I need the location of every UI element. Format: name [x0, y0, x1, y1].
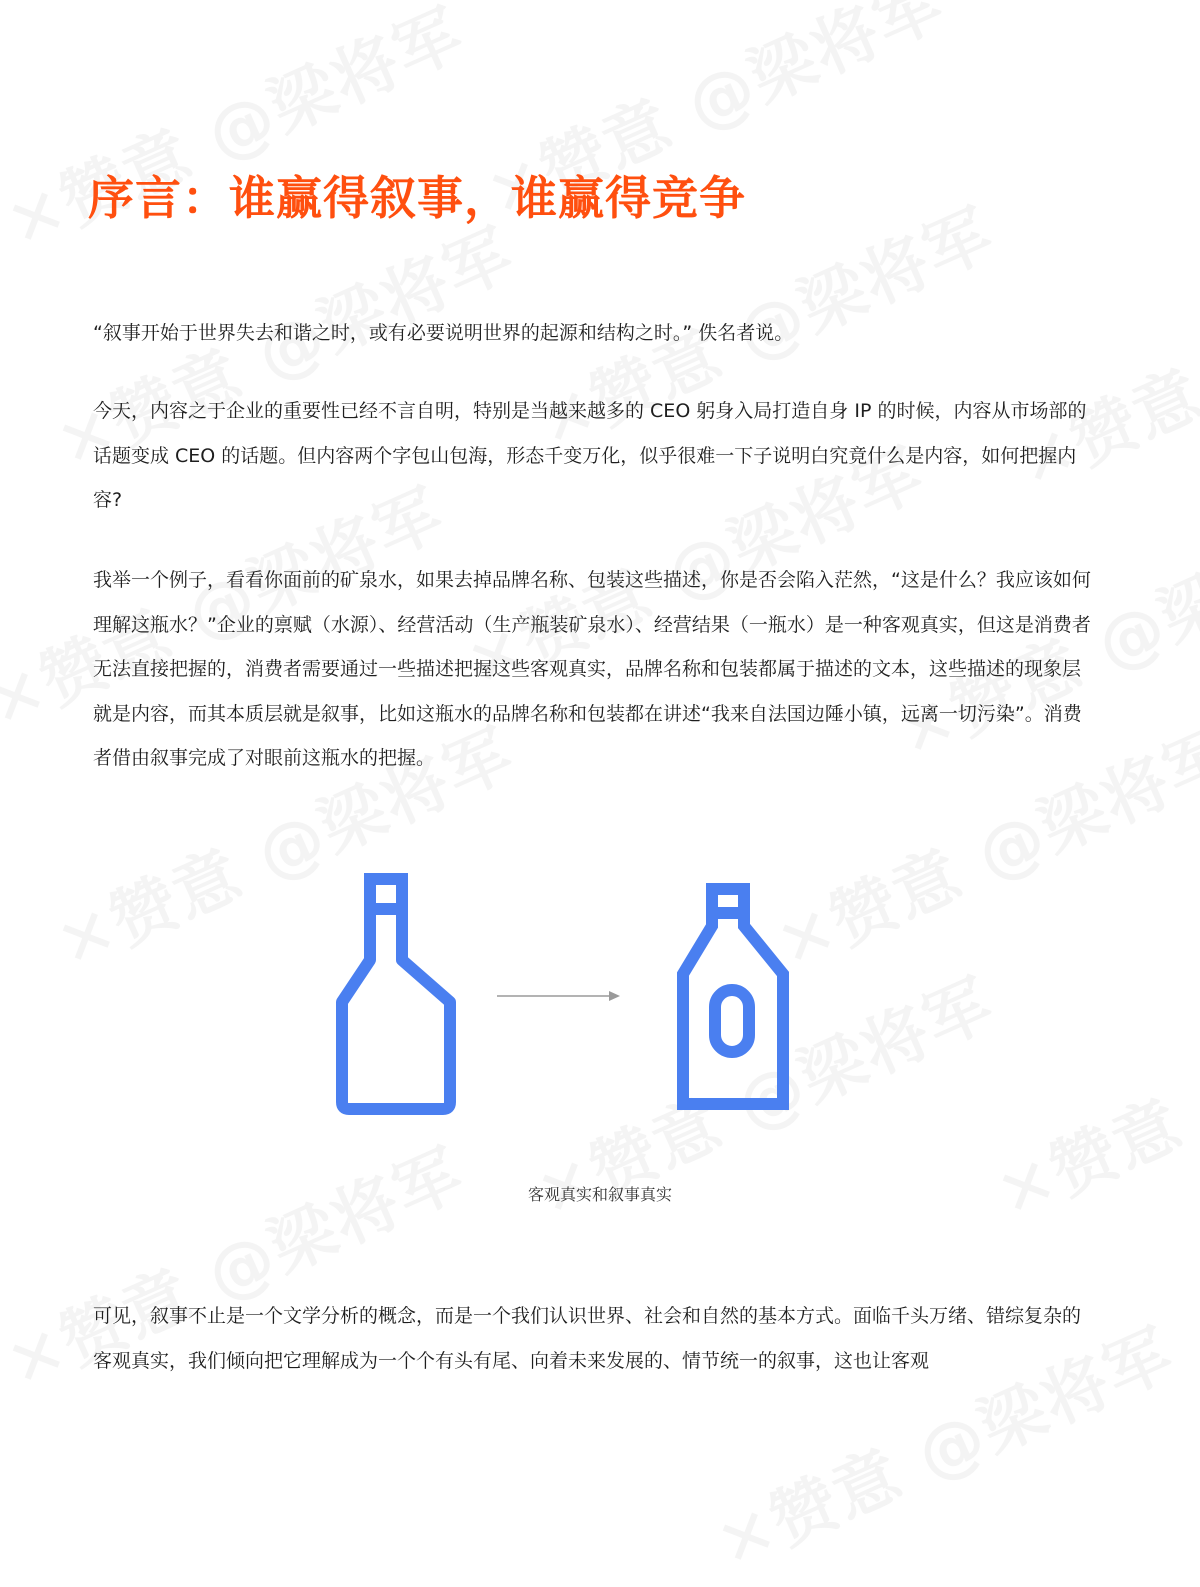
labeled-bottle-icon: [683, 889, 783, 1104]
plain-bottle-icon: [342, 879, 450, 1109]
figure-caption: 客观真实和叙事真实: [527, 1185, 672, 1204]
opening-quote-paragraph: “叙事开始于世界失去和谐之时，或有必要说明世界的起源和结构之时。” 佚名者说。: [93, 322, 794, 344]
body-paragraph-2: 我举一个例子，看看你面前的矿泉水，如果去掉品牌名称、包装这些描述，你是否会陷入茫然，“这是什么？我应该如何理解这瓶水？”企业的禀赋（水源）、经营活动（生产瓶装矿泉水）、经营结果（一瓶水）是一种客观真实，但这是消费者无法直接把握的，消费者需要通过一些描述把握这些客观真实，品牌名称和包装都属于描述的文本，这些描述的现象层就是内容，而其本质层就是叙事，比如这瓶水的品牌名称和包装都在讲述“我来自法国边陲小镇，远离一切污染”。消费者借由叙事完成了对眼前这瓶水的把握。: [93, 569, 1091, 769]
body-paragraph-1: 今天，内容之于企业的重要性已经不言自明，特别是当越来越多的 CEO 躬身入局打造自身 IP 的时候，内容从市场部的话题变成 CEO 的话题。但内容两个字包山包海，形态千变万化，似乎很难一下子说明白究竟什么是内容，如何把握内容?: [93, 400, 1087, 511]
bottle-figure-svg: [300, 860, 900, 1140]
bottle-figure: [300, 860, 900, 1140]
arrow-right-icon: [497, 991, 620, 1001]
page-title: 序言：谁赢得叙事，谁赢得竞争: [88, 171, 746, 225]
body-paragraph-3: 可见，叙事不止是一个文学分析的概念，而是一个我们认识世界、社会和自然的基本方式。面临千头万绪、错综复杂的客观真实，我们倾向把它理解成为一个个有头有尾、向着未来发展的、情节统一的叙事，这也让客观: [93, 1305, 1082, 1372]
